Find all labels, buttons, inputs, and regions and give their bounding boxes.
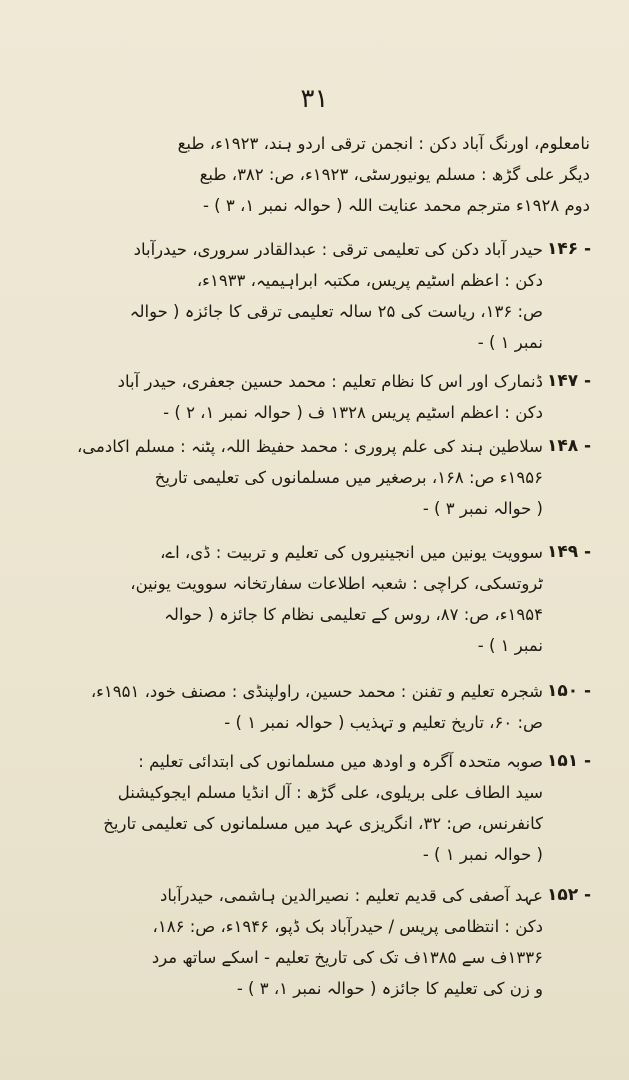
entry-number: ۱۵۰ - [547,681,592,701]
bibliography-entry [30,234,543,358]
entry-line: ٹروتسکی، کراچی : شعبہ اطلاعات سفارتخانہ سوویت یونین، [130,574,543,593]
entry-line: ( حوالہ نمبر ۱ ) - [422,845,543,864]
text-line: دوم ۱۹۲۸ء مترجم محمد عنایت اللہ ( حوالہ نمبر ۱، ۳ ) - [202,196,590,215]
bibliography-entry [30,746,543,870]
entry-line: دکن : اعظم اسٹیم پریس، مکتبہ ابراہیمیہ، ۱۹۳۳ء، [196,271,543,290]
entry-line: و زن کی تعلیم کا جائزہ ( حوالہ نمبر ۱، ۳ ) - [236,979,543,998]
entry-line: سوویت یونین میں انجینیروں کی تعلیم و تربیت : ڈی، اے، [160,543,543,562]
entry-line: ( حوالہ نمبر ۳ ) - [422,499,543,518]
entry-line: کانفرنس، ص: ۳۲، انگریزی عہد میں مسلمانوں کی تعلیمی تاریخ [103,814,543,833]
entry-line: ص: ۶۰، تاریخ تعلیم و تہذیب ( حوالہ نمبر ۱ ) - [224,713,543,732]
entry-line: دکن : انتظامی پریس / حیدرآباد بک ڈپو، ۱۹۴۶ء، ص: ۱۸۶، [152,917,543,936]
entry-number: ۱۴۸ - [547,436,592,456]
entry-number: ۱۵۱ - [547,751,592,771]
bibliography-entry [30,366,543,428]
bibliography-entry [30,537,543,661]
entry-line: ڈنمارک اور اس کا نظام تعلیم : محمد حسین جعفری، حیدر آباد [117,372,543,391]
page-number: ۳۱ [300,84,329,114]
entry-line: ۱۳۳۶ف سے ۱۳۸۵ف تک کی تاریخ تعلیم - اسکے ساتھ مرد [151,948,543,967]
entry-line: ص: ۱۳۶، ریاست کی ۲۵ سالہ تعلیمی ترقی کا جائزہ ( حوالہ [129,302,543,321]
entry-line: سید الطاف علی بریلوی، علی گڑھ : آل انڈیا مسلم ایجوکیشنل [117,783,543,802]
entry-line: سلاطین ہند کی علم پروری : محمد حفیظ اللہ، پٹنہ : مسلم اکادمی، [76,437,543,456]
entry-line: صوبہ متحدہ آگرہ و اودھ میں مسلمانوں کی ابتدائی تعلیم : [138,752,543,771]
continuation-text [30,128,590,221]
entry-line: نمبر ۱ ) - [477,333,543,352]
entry-number: ۱۴۷ - [547,371,592,391]
entry-line: حیدر آباد دکن کی تعلیمی ترقی : عبدالقادر سروری، حیدرآباد [133,240,543,259]
text-line: نامعلوم، اورنگ آباد دکن : انجمن ترقی اردو ہند، ۱۹۲۳ء، طبع [177,134,590,153]
text-line: دیگر علی گڑھ : مسلم یونیورسٹی، ۱۹۲۳ء، ص: ۳۸۲، طبع [199,165,590,184]
entry-line: ۱۹۵۶ء ص: ۱۶۸، برصغیر میں مسلمانوں کی تعلیمی تاریخ [154,468,543,487]
entry-line: عہد آصفی کی قدیم تعلیم : نصیرالدین ہاشمی، حیدرآباد [160,886,543,905]
bibliography-entry [30,676,543,738]
entry-line: ۱۹۵۴ء، ص: ۸۷، روس کے تعلیمی نظام کا جائزہ ( حوالہ [164,605,543,624]
entry-number: ۱۴۹ - [547,542,592,562]
bibliography-entry [30,431,543,524]
bibliography-entry [30,880,543,1004]
entry-number: ۱۵۲ - [547,885,592,905]
entry-line: دکن : اعظم اسٹیم پریس ۱۳۲۸ ف ( حوالہ نمبر ۱، ۲ ) - [163,403,543,422]
entry-line: شجرہ تعلیم و تفنن : محمد حسین، راولپنڈی : مصنف خود، ۱۹۵۱ء، [90,682,543,701]
entry-line: نمبر ۱ ) - [477,636,543,655]
entry-number: ۱۴۶ - [547,239,592,259]
